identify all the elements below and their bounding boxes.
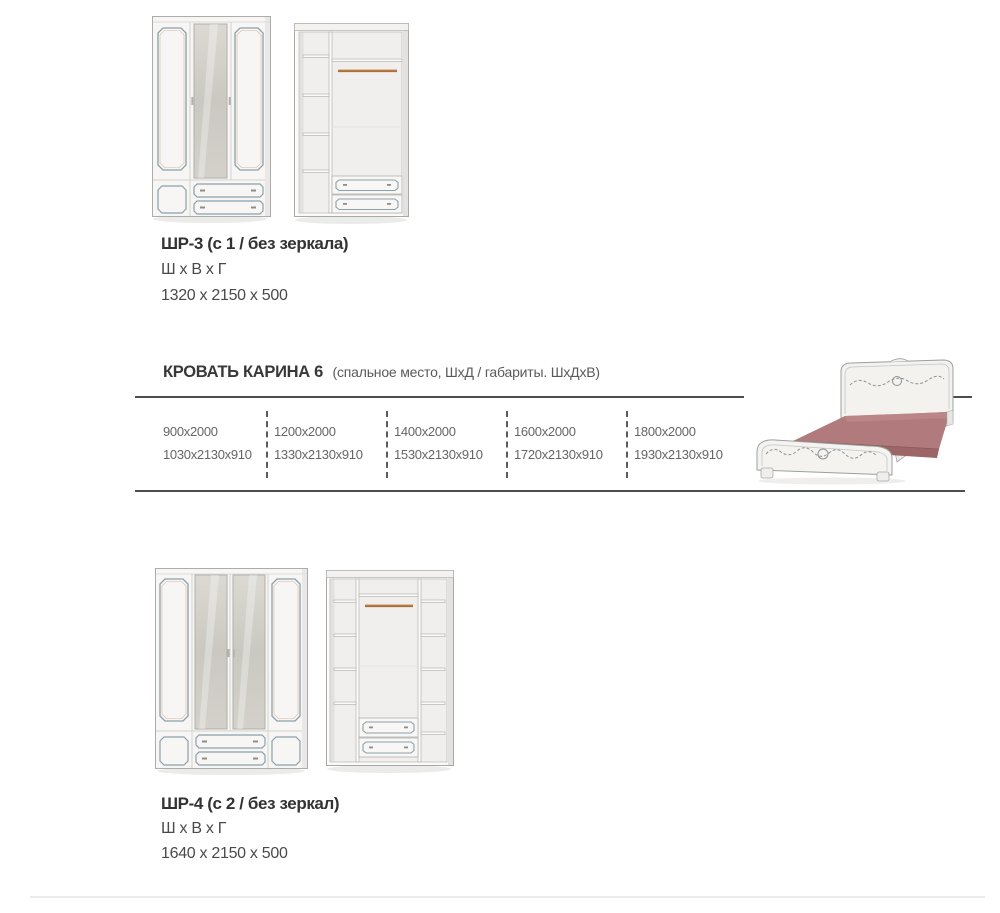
shr3-name: ШР-3 (с 1 / без зеркала): [161, 234, 349, 253]
bed-table-bottom-rule: [135, 490, 965, 492]
bed-size-sleeping: 1400х2000: [394, 424, 456, 439]
bed-name-note: (спальное место, ШхД / габариты. ШхДхВ): [332, 364, 600, 380]
table-separator: [386, 411, 388, 478]
table-separator: [266, 411, 268, 478]
shr3-dims-value: 1320 х 2150 х 500: [161, 287, 288, 304]
shr4-name: ШР-4 (с 2 / без зеркал): [161, 794, 340, 813]
bed-size-overall: 1030х2130х910: [163, 447, 252, 462]
bed-title: [163, 363, 600, 382]
shr3-dims-label: Ш х В х Г: [161, 261, 227, 278]
bed-size-sleeping: 900х2000: [163, 424, 218, 439]
shr4-dims-value: 1640 х 2150 х 500: [161, 845, 288, 862]
bed-karina-illustration: [744, 354, 974, 488]
shr4-dims-label: Ш х В х Г: [161, 820, 227, 837]
bed-size-overall: 1330х2130х910: [274, 447, 363, 462]
scan-noise-line: [30, 896, 985, 898]
bed-size-sleeping: 1200х2000: [274, 424, 336, 439]
shr3-closed-wardrobe-illustration: [150, 13, 274, 225]
shr4-closed-wardrobe-illustration: [153, 565, 311, 777]
shr4-interior-wardrobe-illustration: [323, 566, 461, 774]
bed-size-overall: 1930х2130х910: [634, 447, 723, 462]
shr3-interior-wardrobe-illustration: [291, 19, 415, 225]
table-separator: [506, 411, 508, 478]
table-separator: [626, 411, 628, 478]
bed-size-sleeping: 1800х2000: [634, 424, 696, 439]
bed-size-overall: 1720х2130х910: [514, 447, 603, 462]
bed-size-overall: 1530х2130х910: [394, 447, 483, 462]
bed-size-sleeping: 1600х2000: [514, 424, 576, 439]
bed-name: КРОВАТЬ КАРИНА 6: [163, 363, 324, 381]
